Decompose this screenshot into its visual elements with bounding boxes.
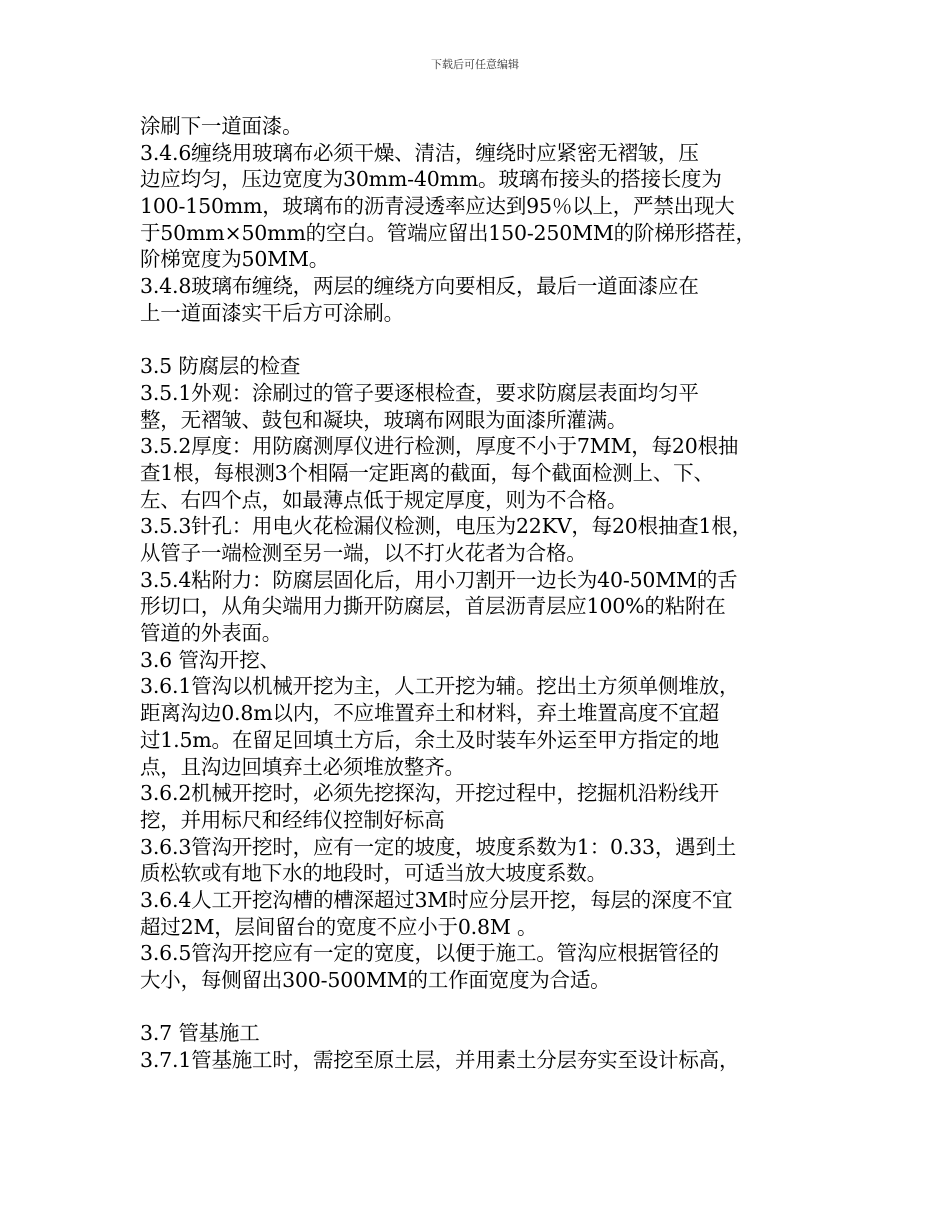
- text-line: 点，且沟边回填弃土必须堆放整齐。: [140, 754, 465, 779]
- text-line: 形切口，从角尖端用力撕开防腐层，首层沥青层应100%的粘附在: [140, 594, 726, 619]
- text-line: 从管子一端检测至另一端，以不打火花者为合格。: [140, 541, 587, 565]
- text-line: 整，无褶皱、鼓包和凝块，玻璃布网眼为面漆所灌满。: [140, 407, 628, 432]
- text-line: 上一道面漆实干后方可涂刷。: [140, 300, 404, 325]
- text-line: 过1.5m。在留足回填土方后，余土及时装车外运至甲方指定的地: [140, 727, 720, 752]
- text-line: 3.7 管基施工: [140, 1021, 260, 1046]
- text-line: 3.5.2厚度：用防腐测厚仪进行检测，厚度不小于7MM，每20根抽: [140, 434, 739, 459]
- text-line: 3.5.1外观：涂刷过的管子要逐根检查，要求防腐层表面均匀平: [140, 380, 699, 405]
- blank-line: [140, 327, 820, 354]
- text-line: 涂刷下一道面漆。: [140, 114, 303, 138]
- text-line: 查1根，每根测3个相隔一定距离的截面，每个截面检测上、下、: [140, 460, 714, 485]
- text-line: 3.6.2机械开挖时，必须先挖探沟，开挖过程中，挖掘机沿粉线开: [140, 781, 719, 806]
- text-line: 3.6.4人工开挖沟槽的槽深超过3M时应分层开挖，每层的深度不宜: [140, 887, 733, 912]
- text-line: 距离沟边0.8m以内，不应堆置弃土和材料，弃土堆置高度不宜超: [140, 701, 720, 726]
- blank-line: [140, 994, 820, 1021]
- text-line: 3.5.4粘附力：防腐层固化后，用小刀割开一边长为40-50MM的舌: [140, 567, 738, 592]
- text-line: 3.6.1管沟以机械开挖为主，人工开挖为辅。挖出土方须单侧堆放，: [140, 674, 740, 699]
- text-line: 3.5 防腐层的检查: [140, 354, 301, 379]
- text-line: 挖，并用标尺和经纬仪控制好标高: [140, 807, 445, 832]
- text-line: 3.7.1管基施工时，需挖至原土层，并用素土分层夯实至设计标高，: [140, 1048, 740, 1073]
- text-line: 质松软或有地下水的地段时，可适当放大坡度系数。: [140, 861, 607, 886]
- text-line: 边应均匀，压边宽度为30mm-40mm。玻璃布接头的搭接长度为: [140, 167, 722, 192]
- text-line: 阶梯宽度为50MM。: [140, 247, 330, 272]
- text-line: 3.4.8玻璃布缠绕，两层的缠绕方向要相反，最后一道面漆应在: [140, 274, 699, 299]
- page-header: 下载后可任意编辑: [431, 58, 519, 71]
- text-line: 3.5.3针孔：用电火花检漏仪检测，电压为22KV，每20根抽查1根，: [140, 514, 752, 539]
- text-line: 于50mm×50mm的空白。管端应留出150-250MM的阶梯形搭茬，: [140, 220, 756, 245]
- text-line: 管道的外表面。: [140, 621, 283, 646]
- text-line: 100-150mm，玻璃布的沥青浸透率应达到95％以上，严禁出现大: [140, 194, 735, 219]
- text-line: 3.6.5管沟开挖应有一定的宽度，以便于施工。管沟应根据管径的: [140, 941, 719, 966]
- document-body: [140, 113, 820, 1074]
- text-line: 3.6 管沟开挖、: [140, 647, 280, 672]
- text-line: 3.6.3管沟开挖时，应有一定的坡度，坡度系数为1：0.33，遇到土: [140, 834, 737, 859]
- text-line: 3.4.6缠绕用玻璃布必须干燥、清洁，缠绕时应紧密无褶皱，压: [140, 140, 699, 165]
- text-line: 左、右四个点，如最薄点低于规定厚度，则为不合格。: [140, 487, 628, 512]
- text-line: 大小，每侧留出300-500MM的工作面宽度为合适。: [140, 968, 611, 992]
- text-line: 超过2M，层间留台的宽度不应小于0.8M 。: [140, 914, 538, 939]
